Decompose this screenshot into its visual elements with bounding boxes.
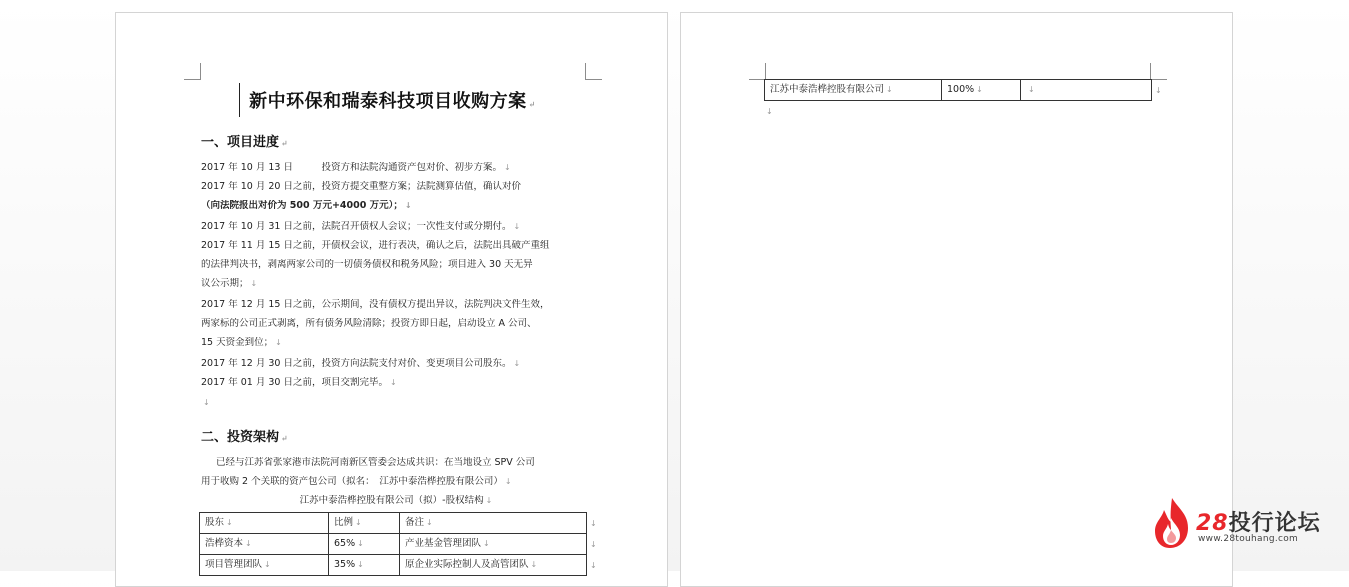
progress-line-2[interactable]: 2017 年 10 月 20 日之前，投资方提交重整方案；法院测算估值，确认对价 [201,181,521,192]
empty-paragraph[interactable]: ↓ [766,107,773,116]
progress-line-6[interactable]: 的法律判决书，剥离两家公司的一切债务债权和税务风险；项目进入 30 天无异 [201,259,533,270]
progress-line-1[interactable]: 2017 年 10 月 13 日 投资方和法院沟通资产包对价、初步方案。 ↓ [201,162,511,173]
continued-equity-table [764,79,1152,101]
table-cell[interactable]: 原企业实际控制人及高管团队 ↓ [400,555,587,576]
table-row [200,534,587,555]
row-end-mark: ↓ [1155,86,1162,95]
progress-line-12[interactable]: 2017 年 01 月 30 日之前，项目交割完毕。 ↓ [201,377,397,388]
table-cell[interactable]: 江苏中泰浩桦控股有限公司 ↓ [765,80,942,101]
forum-watermark [1152,496,1342,556]
crop-mark-top-right [585,63,602,80]
table-cell[interactable]: 项目管理团队 ↓ [200,555,329,576]
progress-line-11[interactable]: 2017 年 12 月 30 日之前，投资方向法院支付对价、变更项目公司股东。 ↓ [201,358,521,369]
flame-logo-icon [1152,496,1192,550]
table-cell[interactable]: 100% ↓ [942,80,1021,101]
progress-line-9[interactable]: 两家标的公司正式剥离，所有债务风险清除；投资方即日起，启动设立 A 公司、 [201,318,537,329]
table-row [765,80,1152,101]
structure-line-2[interactable]: 用于收购 2 个关联的资产包公司（拟名： 江苏中泰浩桦控股有限公司） ↓ [201,476,512,487]
table-cell[interactable]: ↓ [1021,80,1152,101]
table-header-cell[interactable]: 股东 ↓ [200,513,329,534]
table-cell[interactable]: 65% ↓ [329,534,400,555]
watermark-title: 28投行论坛 [1196,511,1321,536]
crop-mark-top-left [184,63,201,80]
crop-mark-top-right [1150,63,1167,80]
progress-line-7[interactable]: 议公示期； ↓ [201,278,258,289]
row-end-mark: ↓ [590,519,597,528]
table-caption[interactable]: 江苏中泰浩桦控股有限公司（拟）-股权结构 ↓ [299,495,493,506]
table-header-cell[interactable]: 备注 ↓ [400,513,587,534]
row-end-mark: ↓ [590,540,597,549]
table-cell[interactable]: 浩桦资本 ↓ [200,534,329,555]
equity-table [199,512,587,576]
table-cell[interactable]: 产业基金管理团队 ↓ [400,534,587,555]
row-end-mark: ↓ [590,561,597,570]
document-title[interactable]: 新中环保和瑞泰科技项目收购方案 ↵ [249,91,536,112]
document-page-1[interactable] [115,12,668,587]
progress-line-10[interactable]: 15 天资金到位； ↓ [201,337,282,348]
document-page-2[interactable] [680,12,1233,587]
crop-mark-top-left [749,63,766,80]
progress-line-4[interactable]: 2017 年 10 月 31 日之前，法院召开债权人会议；一次性支付或分期付。 ↓ [201,221,521,232]
progress-line-5[interactable]: 2017 年 11 月 15 日之前，开债权会议，进行表决，确认之后，法院出具破产重组 [201,240,550,251]
table-cell[interactable]: 35% ↓ [329,555,400,576]
watermark-url: www.28touhang.com [1198,534,1299,544]
progress-line-3[interactable]: （向法院报出对价为 500 万元+4000 万元）； ↓ [201,200,412,211]
section-heading-progress[interactable]: 一、项目进度 ↵ [201,135,288,150]
structure-line-1[interactable]: 已经与江苏省张家港市法院河南新区管委会达成共识：在当地设立 SPV 公司 [216,457,535,468]
table-header-cell[interactable]: 比例 ↓ [329,513,400,534]
table-header-row [200,513,587,534]
empty-paragraph[interactable]: ↓ [203,398,210,407]
table-row [200,555,587,576]
section-heading-structure[interactable]: 二、投资架构 ↵ [201,430,288,445]
progress-line-8[interactable]: 2017 年 12 月 15 日之前，公示期间，没有债权方提出异议，法院判决文件生效， [201,299,550,310]
